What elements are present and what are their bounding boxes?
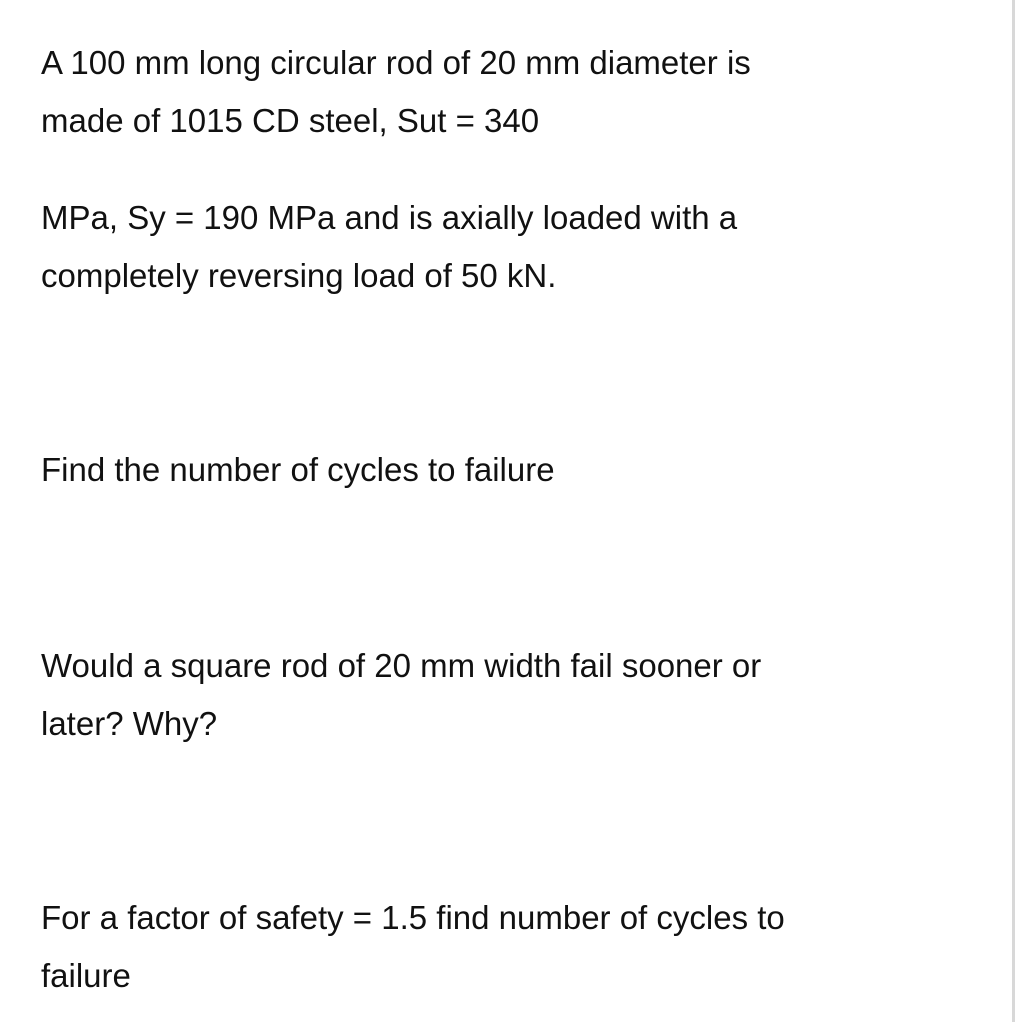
text-line: A 100 mm long circular rod of 20 mm diameter is (41, 44, 751, 81)
text-line: MPa, Sy = 190 MPa and is axially loaded with a (41, 199, 738, 236)
text-line: completely reversing load of 50 kN. (41, 257, 557, 294)
text-line: For a factor of safety = 1.5 find number of cycles to (41, 899, 785, 936)
text-line: Find the number of cycles to failure (41, 451, 555, 488)
problem-statement-part1 (41, 34, 941, 150)
text-line: made of 1015 CD steel, Sut = 340 (41, 102, 540, 139)
question-3 (41, 889, 941, 1005)
question-2 (41, 637, 941, 753)
text-line: Would a square rod of 20 mm width fail sooner or (41, 647, 762, 684)
problem-statement-part2 (41, 189, 941, 305)
text-line: failure (41, 957, 131, 994)
text-line: later? Why? (41, 705, 218, 742)
question-1 (41, 441, 941, 499)
